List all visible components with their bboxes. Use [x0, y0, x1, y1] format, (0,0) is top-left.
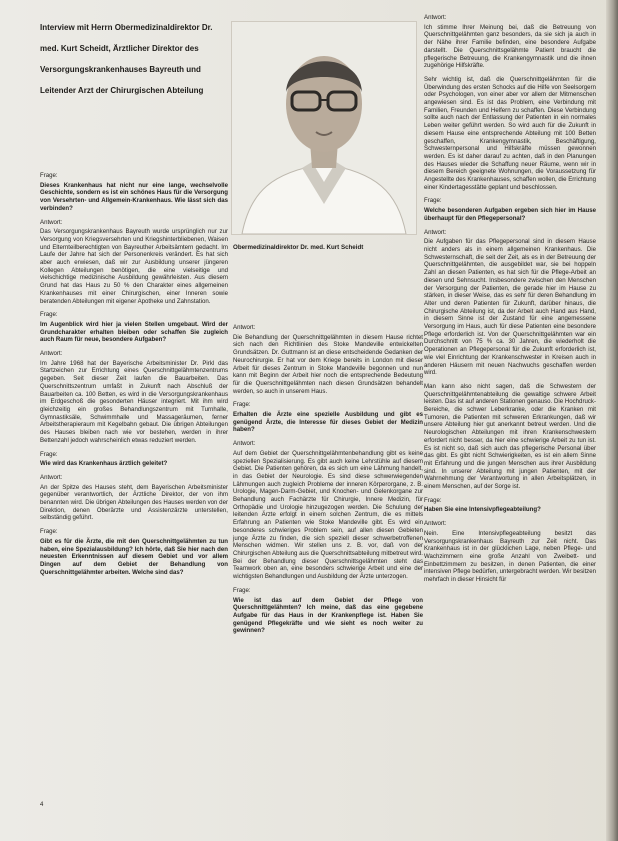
- qa-label: Frage:: [233, 401, 251, 409]
- qa-label: Frage:: [424, 197, 442, 205]
- qa-label: Antwort:: [40, 473, 63, 481]
- answer-text: Die Aufgaben für das Pflegepersonal sind in diesem Hause nicht anders als in einem allgemeinen Krankenhaus. Die Schwesternschaft, die seit der Zeit, als es in der Betreuung der Querschnittgelähmten, die ausgebildet war, sie bei hoppeln Zahl an diesen Patienten, es hat sich für die Pflege-Arbeit an diesen und Sehnsucht. Insbesondere zwischen den Menschen der Versorgung der Patienten, die gerade hier im Hause zu stärken, in dieser Weise, das es sehr für deren Behandlung im Alter und deren Patienten für Zukunft, darüber hinaus, die Chirurgische Abteilung ist, da der Arbeit auch Hand aus Hand, in diesem Sinne ist der Zustand für eine angemessene Versorgung im Haus, auch für diese Patienten eine besondere Pflege erforderlich ist. Von der Querschnittgelähmten war ein Durchschnitt von 75 % ca. 30 Jahren, die wiederholt die Operationen an Pflegepersonal für die Zukunft erforderlich ist, wie viel Einrichtung der Krankenschwester in Kreisen auch in anderen Häusern mit neuen Nachwuchs geschaffen werden wird.: [424, 238, 596, 377]
- column-left: [40, 172, 228, 582]
- portrait-photo: [231, 21, 417, 235]
- qa-label: Antwort:: [424, 14, 447, 21]
- answer-text: Auf dem Gebiet der Querschnittgelähmtenbehandlung gibt es keine speziellen Spezialisierung. Es gibt auch keine Lehrstühle auf diesem Gebiet. Die Patienten gehören, da es sich um eine Lähmung handelt, in das Gebiet der Neurologie. Es sind diese schwerwiegenden Lähmungen auch zugleich Probleme der inneren Körperorgane, z. B. Urologie, Magen-Darm-Gebiet, und Knochen- und Gelenkorgane zur Behandlung auch Fachärzte für Chirurgie, Innere Medizin, für Orthopädie und Urologie hinzugezogen werden. Die Schulung der leitenden Ärzte erfolgt in einem solchen Zentrum, die es mittels Erfahrung an Patienten wie Stoke Mandeville gibt. Es wird ein besonderes schwieriges Problem sein, auf allen diesen Gebieten junge Ärzte zu finden, die sich speziell dieser schwerbetroffenen Menschen widmen. Wir stellen uns z. B. vor, daß von der Chirurgischen Abteilung aus die Querschnittsabteilung mitbetreut wird. Bei der Behandlung dieser Querschnittsgelähmten steht das Teamwork oben an, eine besonders schwierige Arbeit und eine der wichtigsten Behandlungen und Ausbildung der Ärzte unterzogen.: [233, 449, 423, 581]
- qa-label: Antwort:: [424, 520, 447, 528]
- answer-text: Ich stimme Ihrer Meinung bei, daß die Betreuung von Querschnittgelähmten ganz besonders, da sie sich ja auch in der Nähe ihrer Familie befinden, eine besondere Aufgabe darstellt. Die Querschnittsgelähmte Patient braucht die pflegerische Betreuung, die Krankengymnastik und die ihnen zugehörige Hilfskräfte.: [424, 23, 596, 70]
- qa-label: Frage:: [40, 311, 58, 319]
- photo-caption: Obermedizinaldirektor Dr. med. Kurt Scheidt: [233, 244, 364, 251]
- question-text: Dieses Krankenhaus hat nicht nur eine lange, wechselvolle Geschichte, sondern es ist ein schönes Haus für die Versorgung von Versehrten- und Allgemein-Krankenhaus. Wie lässt sich das verbinden?: [40, 181, 228, 212]
- answer-text: Man kann also nicht sagen, daß die Schwestern der Querschnittgelähmtenabteilung die gewaltige schwere Arbeit leisten. Das ist auf anderen Stationen genauso. Die Hochdruck-Bereiche, die schwer Leberkranke, oder die Kranken mit Tumoren, die Patienten mit schweren Erkrankungen, daß wir unsere Abteilung hier gut anerkannt betreut werden. Und die Neurologischen Abteilungen mit ihren Krankenschwestern erfordert nicht besser, da hier eine schwierige Arbeit zu tun ist. Es ist nicht so, daß sich auch das pflegerische Personal über das gibt. Es gibt nicht Schwierigkeiten, es ist ein allem Sinne mit Erfahrung und die jungen Menschen aus ihrer Ausbildung sind. In unserer Abteilung mit jungen Patienten, mit der Wahrnehmung der Verantwortung in allen Arbeitsplätzen, in einem Menschen, auf der Sorge ist.: [424, 382, 596, 491]
- column-right: [424, 14, 596, 590]
- page-number: 4: [40, 802, 44, 808]
- qa-label: Antwort:: [40, 350, 63, 358]
- question-text: Wie ist das auf dem Gebiet der Pflege von Querschnittgelähmten? Ich meine, daß das eine gegebene Aufgabe für das Haus in der Krankenpflege ist. Haben Sie genügend Pflegekräfte und wie sieht es noch weiter zu gewinnen?: [233, 596, 423, 635]
- question-text: Welche besonderen Aufgaben ergeben sich hier im Hause überhaupt für den Pflegepersonal?: [424, 207, 596, 222]
- qa-label: Frage:: [233, 586, 251, 594]
- question-text: Haben Sie eine Intensivpflegeabteilung?: [424, 506, 541, 514]
- qa-label: Frage:: [40, 528, 58, 536]
- qa-label: Antwort:: [233, 324, 256, 331]
- question-text: Erhalten die Ärzte eine spezielle Ausbildung und gibt es genügend Ärzte, die Interesse für dieses Gebiet der Medizin haben?: [233, 411, 423, 434]
- book-spine-shadow: [606, 0, 618, 841]
- qa-label: Antwort:: [424, 228, 447, 236]
- answer-text: Nein. Eine Intensivpflegeabteilung besitzt das Versorgungskrankenhaus Bayreuth zur Zeit nicht. Das Krankenhaus ist in der glücklichen Lage, neben Pflege- und Wachzimmern eine große Anzahl von Zweibett- und Einbettzimmern zu besitzen, in denen Patienten, die einer intensiven Pflege bedürfen, untergebracht werden. Wir besitzen mehrfach in dieser Hinsicht für: [424, 529, 596, 584]
- portrait-illustration: [232, 22, 416, 234]
- answer-text: Die Behandlung der Querschnittgelähmten in diesem Hause richtet sich nach den Richtlinien des Stoke Mandeville entwickelten Grundsätzen. Dr. Guttmann ist an diese entscheidende Gedanken der Neurochirurgie. Er hat vor dem Kriege bereits in London mit dieser Arbeit für dieses Zentrum in Stoke Mandeville begonnen und nun kann mit Beginn der Arbeit hier noch die entsprechende Bedeutung für die Querschnittgelähmten nach diesen Grundsätzen behandelt werden, so auch in unserem Haus.: [233, 333, 423, 395]
- qa-label: Antwort:: [40, 218, 63, 226]
- question-text: Gibt es für die Ärzte, die mit den Querschnittgelähmten zu tun haben, eine Spezialausbildung? Ich hörte, daß Sie hier nach den neuesten Erkenntnissen auf diesem Gebiet und vor allem Dingen auf dem Gebiet der Behandlung von Querschnittgelähmter arbeiten. Welche sind das?: [40, 537, 228, 576]
- answer-text: An der Spitze des Hauses steht, dem Bayerischen Arbeitsminister gegenüber verantwortlich, der Ärztliche Direktor, der von ihm benannten wird. Die übrigen Abteilungen des Hauses werden von der Direktion, denen Oberärzte und Assistenzärzte unterstellen, selbständig geführt.: [40, 483, 228, 522]
- qa-label: Frage:: [424, 496, 442, 504]
- answer-text: Im Jahre 1968 hat der Bayerische Arbeitsminister Dr. Pirkl das Startzeichen zur Errichtung eines Querschnittgelähmtenzentrums gegeben. Seit dieser Zeit laufen die Bauarbeiten. Das Querschnittszentrum umfaßt in Zukunft nach Abschluß der Bauarbeiten ca. 100 Betten, es wird in die Versorgungskrankenhaus im Erdgeschoß die gesonderten Häuser integriert. Mit ihm wird gleichzeitig ein großes Behandlungszentrum mit Turnhalle, Gymnastiksäle, Schwimmhalle und Massageräumen, ferner Arbeitstherapieraum mit Kegelbahn gebaut. Die übrigen Abteilungen des Hauses bleiben nach wie vor bestehen, werden in ihrer Bettenzahl jedoch wahrscheinlich etwas reduziert werden.: [40, 359, 228, 444]
- column-middle: [233, 324, 423, 641]
- answer-text: Das Versorgungskrankenhaus Bayreuth wurde ursprünglich nur zur Versorgung von Kriegsversehrten und Kriegshinterbliebenen, Waisen und Elternteilberechtigten von Bayreuther Arbeitsämtern gedacht. Im Laufe der Jahre hat sich der Personenkreis verändert. Es hat sich aber auch erwiesen, daß wir zur Ausbildung unserer jüngeren Kollegen Abteilungen benötigen, die eine vielseitige und vielschichtige medizinische Ausbildung gewährleisten. Aus diesem Grund hat das Haus zu 50 % den Charakter eines allgemeinen Krankenhauses mit einer Chirurgischen, einer Inneren sowie beratenden Abteilungen mit eigener Apotheke und Zahnstation.: [40, 228, 228, 305]
- question-text: Im Augenblick wird hier ja vielen Stellen umgebaut. Wird der Grundcharakter erhalten bleiben oder schaffen Sie zugleich auch Raum für neue, besondere Aufgaben?: [40, 320, 228, 344]
- question-text: Wie wird das Krankenhaus ärztlich geleitet?: [40, 460, 168, 468]
- qa-label: Frage:: [40, 172, 58, 179]
- answer-text: Sehr wichtig ist, daß die Querschnittgelähmten für die Überwindung des ersten Schocks auf die Hilfe von Seelsorgern oder Psychologen, von einer aber vor allem der Mitmenschen angewiesen sind. Es ist das Problem, eine Verbindung mit Familien, Freunden und Helfern zu schaffen. Diese Verbindung sollte auch nach der Entlassung der Patienten in ein normales Leben weiter geführt werden. So wird auch für die Zukunft in diesem Hause eine entsprechende Abteilung mit 100 Betten geschaffen, Krankengymnastik, Beschäftigung, Schwesternpersonal und Hilfskräfte müssen gewonnen werden. Es ist daher darauf zu achten, daß in den Planungen des Hauses wieder die Schaffung neuer Räume, wenn wir in diesem Bereich geeignete Wohnungen, die Voraussetzung für Angestellte des Krankenhauses, schaffen wollen, die Errichtung einer Kindertagesstätte geplant und beschlossen.: [424, 75, 596, 191]
- qa-label: Antwort:: [233, 440, 256, 448]
- interview-title: Interview mit Herrn Obermedizinaldirektor Dr. med. Kurt Scheidt, Ärztlicher Direktor des Versorgungskrankenhauses Bayreuth und Leitender Arzt der Chirurgischen Abteilung: [40, 23, 213, 95]
- qa-label: Frage:: [40, 450, 58, 458]
